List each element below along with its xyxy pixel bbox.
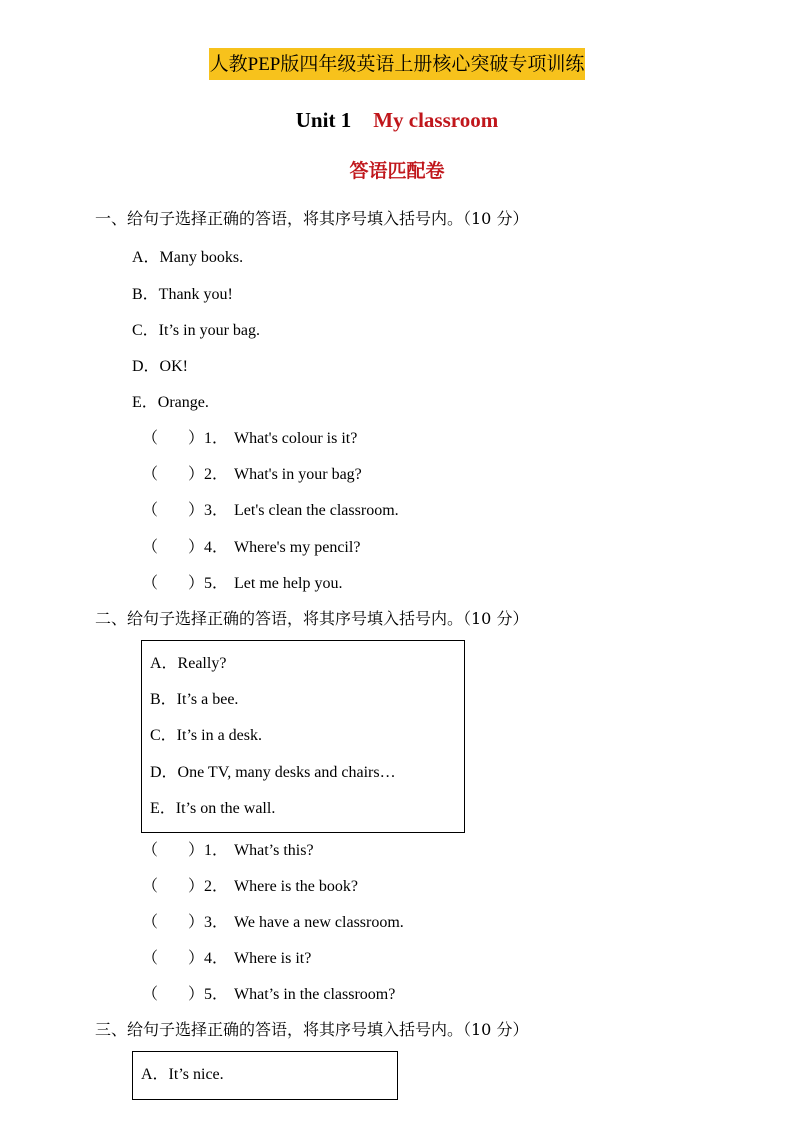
question-text: Where's my pencil? <box>234 539 361 556</box>
question-item <box>142 981 395 1004</box>
question-text: What's in your bag? <box>234 466 362 483</box>
option: B．Thank you! <box>132 286 233 303</box>
question-text: Where is the book? <box>234 878 358 895</box>
answer-blank-open[interactable]: （ <box>142 950 159 967</box>
question-number: 4． <box>204 539 229 556</box>
answer-blank-close: ） <box>188 842 205 859</box>
banner-text: 人教PEP版四年级英语上册核心突破专项训练 <box>209 48 586 80</box>
answer-blank-open[interactable]: （ <box>142 539 159 556</box>
question-item <box>142 945 311 968</box>
answer-blank-close: ） <box>188 950 205 967</box>
question-item <box>142 425 357 448</box>
question-item <box>142 873 358 896</box>
unit-title <box>0 108 794 133</box>
option: D．One TV, many desks and chairs… <box>150 764 396 781</box>
option: A．Really? <box>150 655 227 672</box>
question-number: 1． <box>204 430 229 447</box>
answer-blank-open[interactable]: （ <box>142 430 159 447</box>
banner-title <box>0 52 794 78</box>
question-number: 2． <box>204 878 229 895</box>
question-text: Where is it? <box>234 950 312 967</box>
question-item <box>142 534 360 557</box>
option: A．Many books. <box>132 249 244 266</box>
question-number: 4． <box>204 950 229 967</box>
answer-blank-close: ） <box>188 430 205 447</box>
option: C．It’s in a desk. <box>150 727 262 744</box>
answer-blank-close: ） <box>188 466 205 483</box>
option: C．It’s in your bag. <box>132 322 260 339</box>
question-text: What's colour is it? <box>234 430 358 447</box>
unit-name: My classroom <box>373 108 499 132</box>
question-item <box>142 909 404 932</box>
answer-blank-open[interactable]: （ <box>142 842 159 859</box>
answer-blank-open[interactable]: （ <box>142 466 159 483</box>
paper-type: 答语匹配卷 <box>349 160 445 182</box>
option: A．It’s nice. <box>141 1066 224 1083</box>
answer-blank-open[interactable]: （ <box>142 986 159 1003</box>
answer-blank-open[interactable]: （ <box>142 878 159 895</box>
question-item <box>142 570 342 593</box>
question-number: 5． <box>204 575 229 592</box>
question-number: 1． <box>204 842 229 859</box>
question-text: What’s this? <box>234 842 314 859</box>
answer-blank-close: ） <box>188 914 205 931</box>
answer-blank-close: ） <box>188 878 205 895</box>
answer-blank-close: ） <box>188 575 205 592</box>
option: E．It’s on the wall. <box>150 800 276 817</box>
answer-blank-open[interactable]: （ <box>142 575 159 592</box>
question-item <box>142 497 399 520</box>
unit-label: Unit 1 <box>295 108 352 132</box>
option: E．Orange. <box>132 394 209 411</box>
question-number: 3． <box>204 914 229 931</box>
question-text: What’s in the classroom? <box>234 986 396 1003</box>
question-number: 3． <box>204 502 229 519</box>
answer-blank-close: ） <box>188 502 205 519</box>
section-3-title: 三、给句子选择正确的答语，将其序号填入括号内。（10 分） <box>95 1020 529 1039</box>
option: B．It’s a bee. <box>150 691 239 708</box>
question-item <box>142 837 314 860</box>
question-text: Let's clean the classroom. <box>234 502 399 519</box>
answer-blank-open[interactable]: （ <box>142 502 159 519</box>
answer-blank-close: ） <box>188 539 205 556</box>
question-text: Let me help you. <box>234 575 343 592</box>
question-number: 5． <box>204 986 229 1003</box>
section-2-title: 二、给句子选择正确的答语，将其序号填入括号内。（10 分） <box>95 609 529 628</box>
answer-blank-close: ） <box>188 986 205 1003</box>
question-number: 2． <box>204 466 229 483</box>
section-1-title: 一、给句子选择正确的答语，将其序号填入括号内。（10 分） <box>95 209 529 228</box>
question-item <box>142 461 362 484</box>
option: D．OK! <box>132 358 188 375</box>
answer-blank-open[interactable]: （ <box>142 914 159 931</box>
question-text: We have a new classroom. <box>234 914 404 931</box>
